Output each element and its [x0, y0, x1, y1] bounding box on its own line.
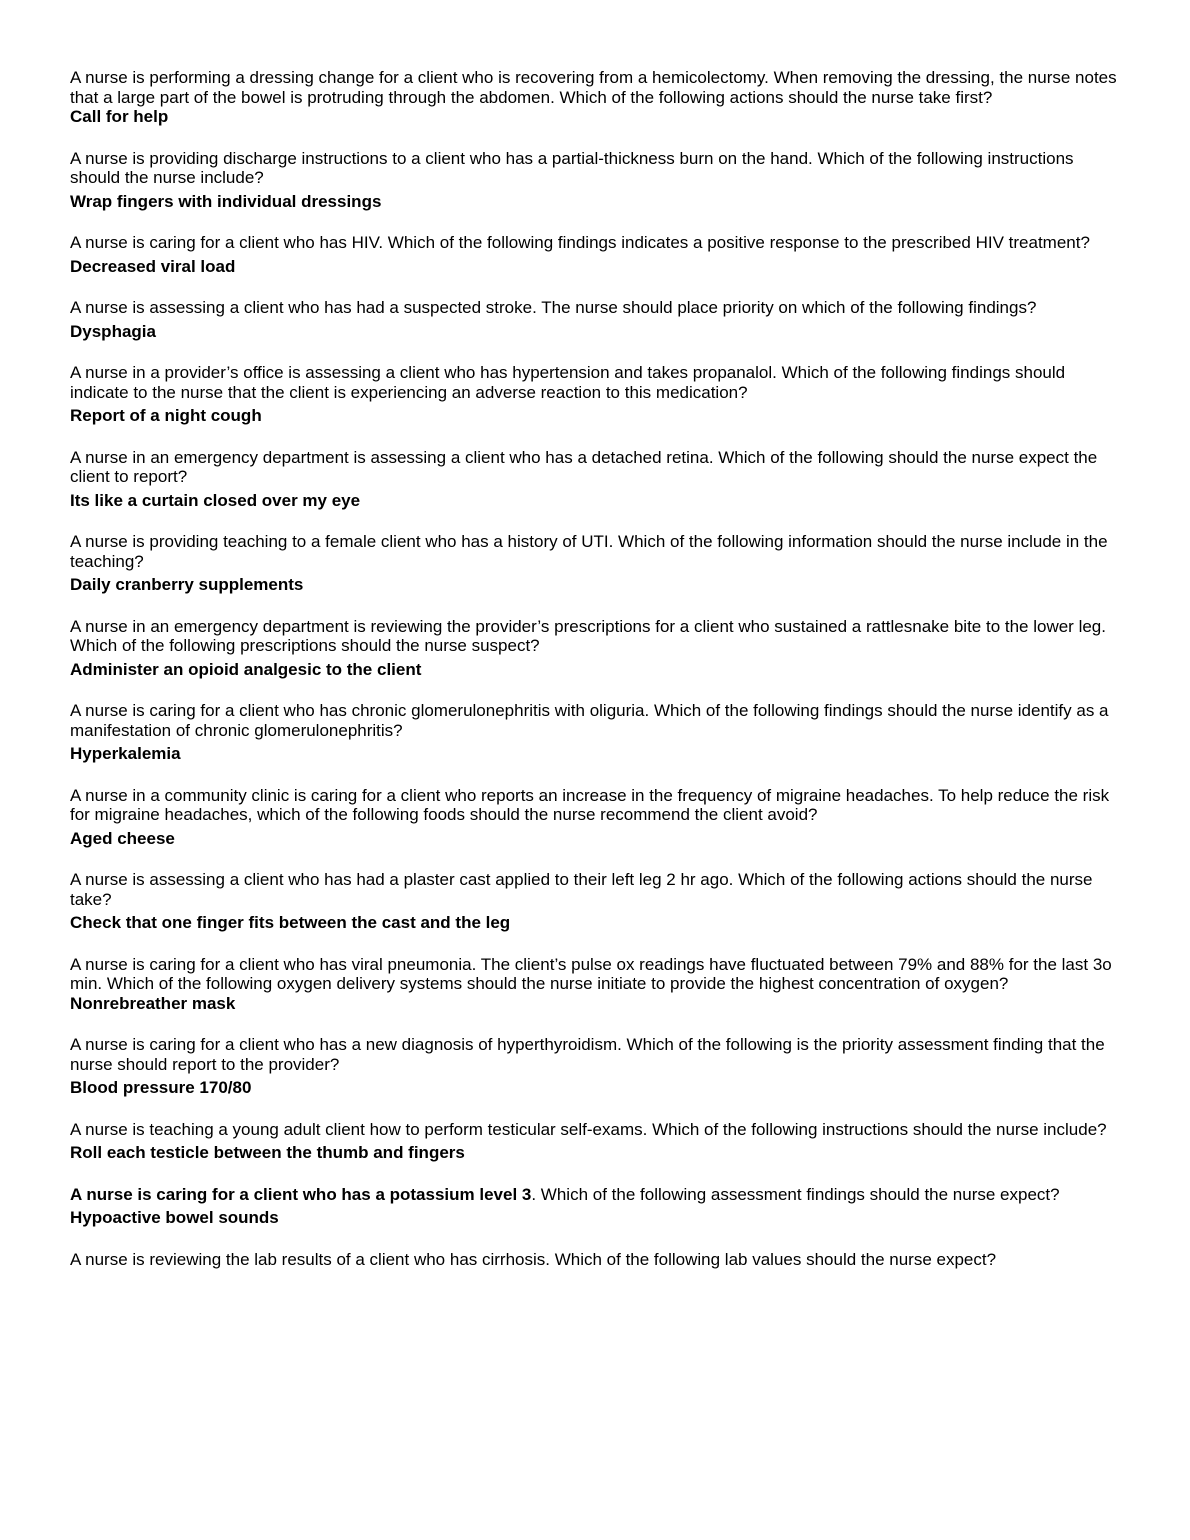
qa-item-8 — [70, 617, 1125, 680]
qa-item-13 — [70, 1035, 1125, 1098]
question-text: A nurse in a community clinic is caring for a client who reports an increase in the frequency of migraine headaches. To help reduce the risk for migraine headaches, which of the following foods should the nurse recommend the client avoid? — [70, 785, 1110, 824]
qa-item-2 — [70, 149, 1125, 212]
qa-item-16 — [70, 1250, 1125, 1270]
answer-text: Hyperkalemia — [70, 744, 181, 763]
qa-item-7 — [70, 532, 1125, 595]
question-text — [70, 1185, 1125, 1205]
answer-text: Administer an opioid analgesic to the client — [70, 659, 422, 679]
question-text: A nurse is performing a dressing change for a client who is recovering from a hemicolectomy. When removing the dressing, the nurse notes that a large part of the bowel is protruding through the abdomen. Which of the following actions should the nurse take first? — [70, 68, 1117, 107]
answer-text: Call for help — [70, 107, 169, 126]
qa-item-5 — [70, 363, 1125, 426]
answer-text: Hypoactive bowel sounds — [70, 1208, 279, 1227]
qa-item-10 — [70, 786, 1125, 849]
answer-text: Blood pressure 170/80 — [70, 1078, 252, 1097]
answer-text: Dysphagia — [70, 321, 156, 341]
qa-item-9 — [70, 701, 1125, 764]
answer-text: Report of a night cough — [70, 406, 262, 425]
qa-item-15 — [70, 1185, 1125, 1228]
question-body: . Which of the following assessment findings should the nurse expect? — [531, 1184, 1060, 1204]
question-text: A nurse is teaching a young adult client how to perform testicular self-exams. Which of the following instructions should the nurse include? — [70, 1119, 1107, 1139]
question-text: A nurse in a provider’s office is assessing a client who has hypertension and takes propanalol. Which of the following findings should indicate to the nurse that the client is experiencing an adverse reaction to this medication? — [70, 363, 1066, 402]
answer-text: Check that one finger fits between the cast and the leg — [70, 913, 511, 932]
question-text: A nurse is providing discharge instructions to a client who has a partial-thickness burn on the hand. Which of the following instructions should the nurse include? — [70, 148, 1074, 187]
question-text: A nurse is providing teaching to a female client who has a history of UTI. Which of the following information should the nurse include in the teaching? — [70, 532, 1108, 571]
question-body: A nurse is caring for a client who has viral pneumonia. The client’s pulse ox readings have fluctuated between 79% and 88% for the last 3o min. Which of the following oxygen delivery systems should the nurse initiate to provide the highest concentration of oxygen? — [70, 954, 1112, 993]
question-text: A nurse in an emergency department is reviewing the provider’s prescriptions for a client who sustained a rattlesnake bite to the lower leg. Which of the following prescriptions should the nurse suspect? — [70, 616, 1106, 655]
qa-item-3 — [70, 233, 1125, 276]
answer-text: Aged cheese — [70, 828, 175, 848]
answer-text: Its like a curtain closed over my eye — [70, 490, 361, 510]
question-text: A nurse is caring for a client who has chronic glomerulonephritis with oliguria. Which of the following findings should the nurse identify as a manifestation of chronic glomerulonephritis? — [70, 701, 1109, 740]
document-page — [70, 68, 1125, 1291]
question-text — [70, 955, 1125, 1014]
question-text: A nurse is caring for a client who has HIV. Which of the following findings indicates a positive response to the prescribed HIV treatment? — [70, 233, 1090, 252]
qa-item-6 — [70, 448, 1125, 511]
answer-text: Daily cranberry supplements — [70, 575, 304, 594]
question-text: A nurse is assessing a client who has had a suspected stroke. The nurse should place priority on which of the following findings? — [70, 298, 1037, 317]
question-text: A nurse is assessing a client who has had a plaster cast applied to their left leg 2 hr ago. Which of the following actions should the nurse take? — [70, 870, 1093, 909]
answer-text: Wrap fingers with individual dressings — [70, 191, 382, 211]
qa-item-11 — [70, 870, 1125, 933]
qa-item-12 — [70, 955, 1125, 1014]
question-text: A nurse in an emergency department is assessing a client who has a detached retina. Which of the following should the nurse expect the client to report? — [70, 447, 1098, 486]
question-text: A nurse is caring for a client who has a new diagnosis of hyperthyroidism. Which of the following is the priority assessment finding that the nurse should report to the provider? — [70, 1035, 1105, 1074]
answer-text: Decreased viral load — [70, 256, 236, 276]
qa-item-1 — [70, 68, 1125, 127]
answer-text: Roll each testicle between the thumb and fingers — [70, 1143, 465, 1162]
question-text: A nurse is reviewing the lab results of a client who has cirrhosis. Which of the following lab values should the nurse expect? — [70, 1249, 997, 1269]
qa-item-4 — [70, 298, 1125, 341]
qa-item-14 — [70, 1120, 1125, 1163]
question-bold-part: A nurse is caring for a client who has a potassium level 3 — [70, 1184, 532, 1204]
answer-text: Nonrebreather mask — [70, 993, 236, 1013]
